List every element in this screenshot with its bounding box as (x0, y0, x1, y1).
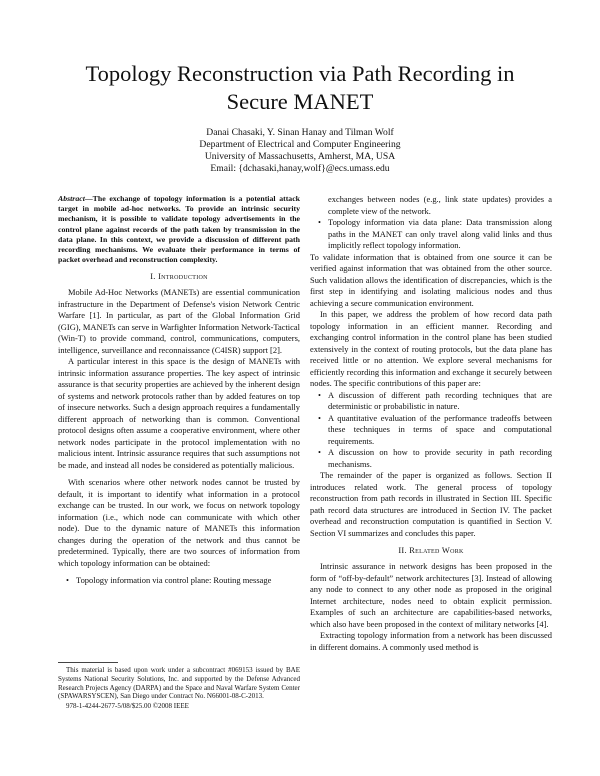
email: Email: {dchasaki,hanay,wolf}@ecs.umass.edu (210, 163, 390, 174)
abstract-label: Abstract (58, 194, 85, 203)
section-name: Related Work (409, 546, 464, 555)
section-heading-introduction (58, 271, 300, 283)
list-item: • Topology information via control plane: Routing message (76, 575, 300, 587)
left-column (58, 194, 300, 587)
related-paragraph-1: Intrinsic assurance in network designs has been proposed in the form of “off-by-default” network architectures [3]. Instead of allowing any node to connect to any other node as proposed in the original Internet architecture, nodes need to obtain explicit permission. Examples of such an architecture are capabilities-based networks, which also have been proposed in the context of military networks [4]. (310, 561, 552, 629)
topology-source-list (58, 575, 300, 587)
intro-paragraph-1: Mobile Ad-Hoc Networks (MANETs) are essential communication infrastructure in the Department of Defense's vision Network Centric Warfare [1]. In particular, as part of the Global Information Grid (GIG), MANETs can serve in Warfighter Information Network-Tactical (Win-T) to provide command, control, communications, computers, intelligence, surveillance and reconnaissance (C4ISR) support [2]. (58, 287, 300, 355)
section-number: II. (398, 546, 410, 555)
list-item: exchanges between nodes (e.g., link state updates) provides a complete view of the network. (328, 194, 552, 216)
contributions-list (310, 390, 552, 471)
list-item: • Topology information via data plane: Data transmission along paths in the MANET can only travel along valid links and thus implicitly reflect topology information. (328, 217, 552, 252)
intro-paragraph-4: To validate information that is obtained from one source it can be verified against information that was obtained from the other source. Such validation allows the identification of discrepancies, which is the first step in identifying and isolating malicious nodes and thus achieving a secure communication environment. (310, 251, 552, 308)
abstract (58, 194, 300, 265)
list-item: • A discussion on how to provide security in path recording mechanisms. (328, 447, 552, 470)
list-item: • A quantitative evaluation of the performance tradeoffs between these techniques in terms of space and computational requirements. (328, 413, 552, 448)
section-heading-related-work (310, 545, 552, 557)
isbn-copyright: 978-1-4244-2677-5/08/$25.00 ©2008 IEEE (66, 702, 189, 711)
footnote (58, 662, 300, 711)
funding-note: This material is based upon work under a subcontract #069153 issued by BAE Systems National Security Solutions, Inc. and supported by the Defense Advanced Research Projects Agency (DARPA) and the Space and Naval Warfare System Center (SPAWARSYSCEN), San Diego under Contract No. N66001-08-C-2013. (58, 666, 300, 701)
department: Department of Electrical and Computer Engineering (199, 139, 401, 150)
section-name: Introduction (158, 272, 208, 282)
paper-title (40, 60, 560, 116)
topology-source-list-continued (310, 194, 552, 252)
title-line-2: Secure MANET (226, 89, 374, 114)
right-column (310, 194, 552, 653)
author-names: Danai Chasaki, Y. Sinan Hanay and Tilman Wolf (206, 127, 394, 138)
list-item: • A discussion of different path recording techniques that are deterministic or probabilistic in nature. (328, 390, 552, 413)
intro-paragraph-5: In this paper, we address the problem of how record data path topology information in an efficient manner. Recording and exchanging control information in the control plane has been studied extensively in the context of routing protocols, but the data plane has received little or no attention. We explore several mechanisms for efficiently recording this information and exchange it securely between nodes. The specific contributions of this paper are: (310, 309, 552, 388)
intro-paragraph-2: A particular interest in this space is the design of MANETs with intrinsic information assurance properties. The key aspect of intrinsic assurance is that security properties are achieved by the inherent design of systems and network protocols rather than by added features on top of insecure networks. Such a design approach requires a fundamentally different approach of networking than is common. Conventional protocol designs often assume a cooperative environment, where other network nodes participate in the protocol implementation with no malicious intent. Intrinsic assurance requires that such assumptions not be made, and instead all nodes be considered as potentially malicious. (58, 356, 300, 470)
title-line-1: Topology Reconstruction via Path Recording in (85, 61, 515, 86)
footnote-rule (58, 662, 118, 663)
intro-paragraph-6: The remainder of the paper is organized as follows. Section II introduces related work. The general process of topology reconstruction from path records in illustrated in Section III. Specific path record data structures are introduced in Section IV. The packet overhead and reconstruction computation is quantified in Section V. Section VI summarizes and concludes this paper. (310, 470, 552, 538)
author-block (60, 127, 540, 175)
university: University of Massachusetts, Amherst, MA, USA (204, 151, 396, 162)
abstract-text: —The exchange of topology information is a potential attack target in mobile ad-hoc networks. To provide an intrinsic security mechanism, it is possible to validate topology advertisements in the control plane against records of the path taken by transmission in the data plane. In this context, we provide a discussion of different path recording mechanisms. We evaluate their performance in terms of packet overhead and reconstruction complexity. (58, 194, 300, 265)
related-paragraph-2: Extracting topology information from a network has been discussed in different domains. A commonly used method is (310, 630, 552, 652)
intro-paragraph-3: With scenarios where other network nodes cannot be trusted by default, it is important to identify what information in a protocol exchange can be trusted. In our work, we focus on network topology information (i.e., which node can communicate with which other node). Due to the dynamic nature of MANETs this information changes during the operation of the network and thus cannot be predetermined. Typically, there are two sources of information from which topology information can be obtained: (58, 477, 300, 568)
section-number: I. (150, 272, 159, 282)
